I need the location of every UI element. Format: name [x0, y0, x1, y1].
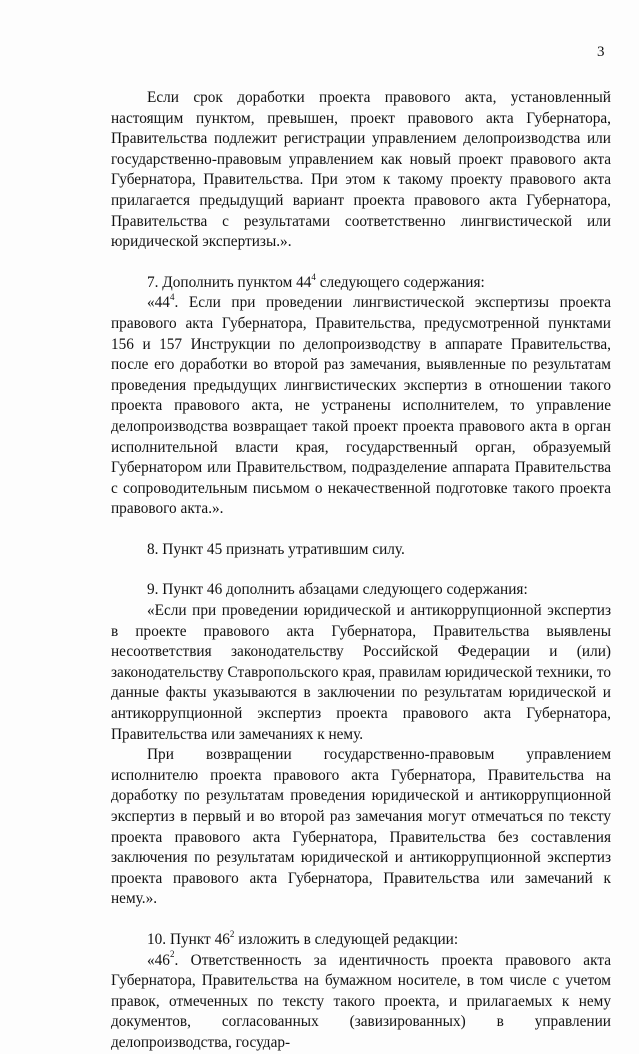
paragraph-item-10-quote: «$46^2$. Ответственность за идентичность проекта правового акта Губернатора, Правительства на бумажном носителе, в том числе с учетом правок, отмеченных по тексту такого проекта, и прилагаемых к нему документов, согласованных (завизированных) в управлении делопроизводства, государ-: [111, 949, 611, 1051]
paragraph-item-9-quote-2: При возвращении государственно-правовым управлением исполнителю проекта правового акта Губернатора, Правительства на доработку по результатам проведения юридической и антикоррупционной экспертиз в первый и во второй раз замечания могут отмечаться по тексту проекта правового акта Губернатора, Правительства без составления заключения по результатам юридической и антикоррупционной экспертиз проекта правового акта Губернатора, Правительства или замечаний к нему.».: [111, 746, 611, 908]
document-body: [111, 88, 611, 1054]
paragraph-item-9-quote: «Если при проведении юридической и антикоррупционной экспертиз в проекте правового акта Губернатора, Правительства выявлены несоответствия законодательству Российской Федерации и (или) законодательству Ставропольского края, правилам юридической техники, то данные факты указываются в заключении по результатам юридической и антикоррупционной экспертиз проекта правового акта Губернатора, Правительства или замечаниях к нему.: [111, 602, 611, 743]
paragraph-item-8: 8. Пункт 45 признать утратившим силу.: [147, 540, 405, 558]
paragraph-item-7-heading: 7. Дополнить пунктом $44^4$ следующего содержания:: [147, 271, 485, 291]
paragraph-item-10-heading: 10. Пункт $46^2$ изложить в следующей редакции:: [147, 928, 459, 948]
paragraph: Если срок доработки проекта правового акта, установленный настоящим пунктом, превышен, проект правового акта Губернатора, Правительства подлежит регистрации управлением делопроизводства или государственно-правовым управлением как новый проект правового акта Губернатора, Правительства. При этом к такому проекту правового акта прилагается предыдущий вариант проекта правового акта Губернатора, Правительства с результатами соответственно лингвистической или юридической экспертизы.».: [111, 89, 611, 251]
paragraph-item-9-heading: 9. Пункт 46 дополнить абзацами следующего содержания:: [147, 581, 528, 599]
page-number: 3: [597, 44, 605, 60]
paragraph-item-7-quote: «$44^4$. Если при проведении лингвистической экспертизы проекта правового акта Губернатора, Правительства, предусмотренной пунктами 156 и 157 Инструкции по делопроизводству в аппарате Правительства, после его доработки во второй раз замечания, выявленные по результатам проведения предыдущих лингвистических экспертиз в отношении такого проекта правового акта, не устранены исполнителем, то управление делопроизводства возвращает такой проект проекта правового акта в орган исполнительной власти края, государственный орган, образуемый Губернатором или Правительством, подразделение аппарата Правительства с сопроводительным письмом о некачественной подготовке такого проекта правового акта.».: [111, 292, 611, 518]
